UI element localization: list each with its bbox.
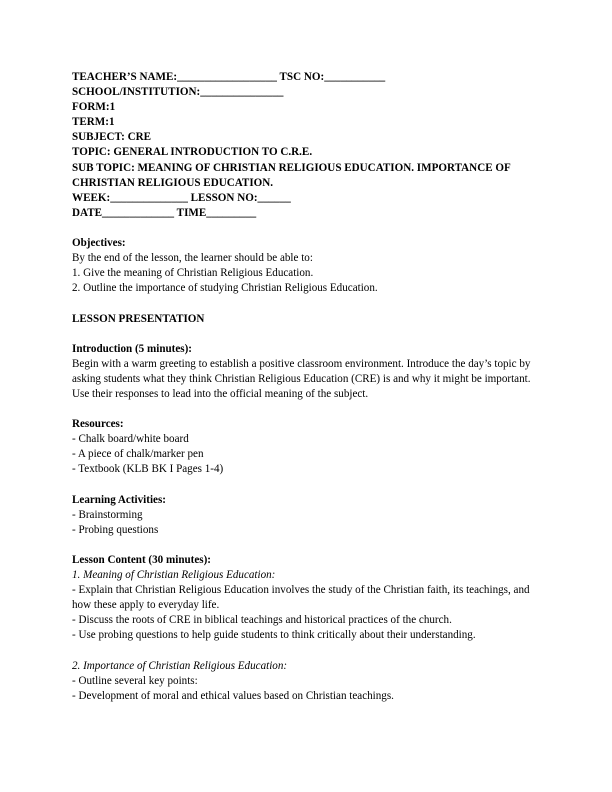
term-line: TERM:1: [72, 116, 115, 129]
content-item: - Use probing questions to help guide students to think critically about their understanding.: [72, 629, 476, 642]
sub-topic-line: SUB TOPIC: MEANING OF CHRISTIAN RELIGIOUS EDUCATION. IMPORTANCE OF CHRISTIAN RELIGIOUS EDUCATION.: [72, 161, 511, 189]
importance-subheading: 2. Importance of Christian Religious Education:: [72, 659, 288, 672]
objectives-section: [72, 236, 542, 296]
activity-item: - Brainstorming: [72, 508, 143, 521]
resource-item: - Chalk board/white board: [72, 433, 189, 446]
objectives-intro: By the end of the lesson, the learner should be able to:: [72, 252, 313, 265]
activity-item: - Probing questions: [72, 523, 159, 536]
form-line: FORM:1: [72, 101, 116, 114]
resources-section: [72, 417, 542, 477]
objectives-heading: Objectives:: [72, 237, 126, 250]
subject-line: SUBJECT: CRE: [72, 131, 152, 144]
week-line: WEEK:______________ LESSON NO:______: [72, 191, 291, 204]
introduction-text: Begin with a warm greeting to establish a positive classroom environment. Introduce the day’s topic by asking students what they think Christian Religious Education (CRE) is and why it might be important. Use their responses to lead into the official meaning of the subject.: [72, 357, 531, 400]
lesson-content-heading: Lesson Content (30 minutes):: [72, 554, 211, 566]
introduction-section: [72, 342, 542, 402]
objective-item: 1. Give the meaning of Christian Religious Education.: [72, 267, 314, 280]
introduction-heading: Introduction (5 minutes):: [72, 342, 192, 355]
teacher-name-line: TEACHER’S NAME:__________________ TSC NO:___________: [72, 71, 386, 83]
learning-activities-section: [72, 493, 542, 538]
resources-heading: Resources:: [72, 418, 124, 431]
content-item: - Development of moral and ethical values based on Christian teachings.: [72, 689, 394, 702]
resource-item: - Textbook (KLB BK I Pages 1-4): [72, 463, 224, 476]
learning-activities-heading: Learning Activities:: [72, 493, 166, 506]
header-block: [72, 70, 542, 221]
lesson-plan-page: [72, 70, 542, 704]
meaning-subheading: 1. Meaning of Christian Religious Education:: [72, 569, 276, 582]
topic-line: TOPIC: GENERAL INTRODUCTION TO C.R.E.: [72, 146, 313, 159]
resource-item: - A piece of chalk/marker pen: [72, 448, 204, 461]
content-item: - Outline several key points:: [72, 674, 198, 687]
content-item: - Discuss the roots of CRE in biblical teachings and historical practices of the church.: [72, 614, 452, 627]
lesson-presentation-heading: LESSON PRESENTATION: [72, 312, 205, 325]
content-item: - Explain that Christian Religious Education involves the study of the Christian faith, its teachings, and how these apply to everyday life.: [72, 584, 530, 612]
lesson-content-section: [72, 553, 542, 704]
date-line: DATE_____________ TIME_________: [72, 206, 257, 219]
objective-item: 2. Outline the importance of studying Christian Religious Education.: [72, 282, 378, 295]
school-line: SCHOOL/INSTITUTION:_______________: [72, 86, 284, 99]
